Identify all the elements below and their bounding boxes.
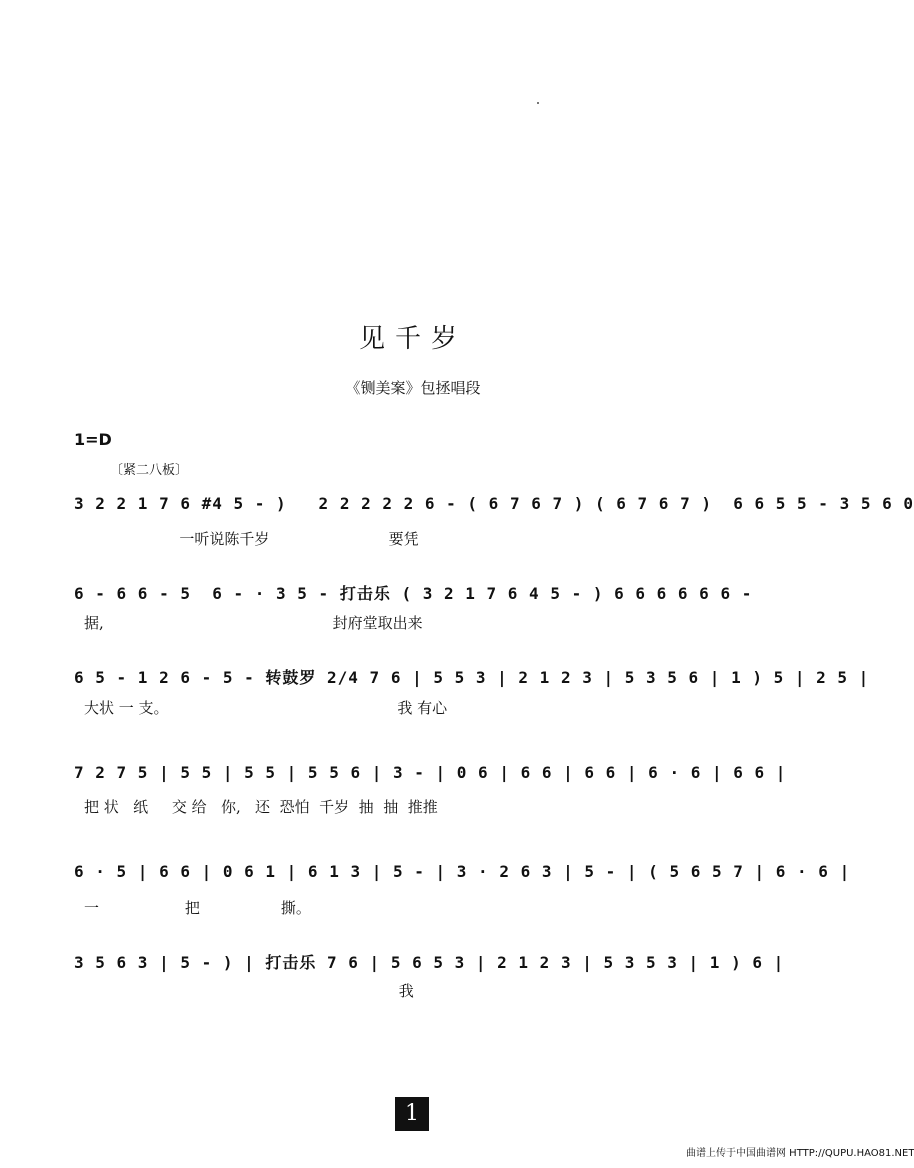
lyric-line-2: 据, 封府堂取出来 — [84, 614, 423, 632]
page-number: 1 — [395, 1097, 429, 1131]
notation-line-3: 6 5 - 1 2 6 - 5 - 转鼓罗 2/4 7 6 | 5 5 3 | 2 1 2 3 | 5 3 5 6 | 1 ) 5 | 2 5 | — [74, 668, 870, 687]
song-subtitle: 《铡美案》包拯唱段 — [345, 379, 481, 397]
speck-mark — [537, 102, 539, 104]
lyric-line-4: 把 状 纸 交 给 你, 还 恐怕 千岁 抽 抽 推推 — [84, 798, 438, 816]
notation-line-4: 7 2 7 5 | 5 5 | 5 5 | 5 5 6 | 3 - | 0 6 | 6 6 | 6 6 | 6 · 6 | 6 6 | — [74, 763, 787, 782]
notation-line-6: 3 5 6 3 | 5 - ) | 打击乐 7 6 | 5 6 5 3 | 2 1 2 3 | 5 3 5 3 | 1 ) 6 | — [74, 953, 785, 972]
key-signature: 1=D — [74, 430, 112, 449]
notation-line-5: 6 · 5 | 6 6 | 0 6 1 | 6 1 3 | 5 - | 3 · 2 6 3 | 5 - | ( 5 6 5 7 | 6 · 6 | — [74, 862, 851, 881]
lyric-line-5: 一 把 撕。 — [84, 899, 311, 917]
notation-line-1: 3 2 2 1 7 6 #4 5 - ) 2 2 2 2 2 6 - ( 6 7 6 7 ) ( 6 7 6 7 ) 6 6 5 5 - 3 5 6 0 — [74, 494, 914, 513]
notation-line-2: 6 - 6 6 - 5 6 - · 3 5 - 打击乐 ( 3 2 1 7 6 4 5 - ) 6 6 6 6 6 6 - — [74, 584, 753, 603]
lyric-line-6: 我 — [84, 982, 414, 1000]
lyric-line-3: 大状 一 支。 我 有心 — [84, 699, 448, 717]
song-title: 见千岁 — [358, 324, 467, 354]
watermark: 曲谱上传于中国曲谱网 HTTP://QUPU.HAO81.NET — [686, 1148, 914, 1159]
tempo-marking: 〔紧二八板〕 — [110, 463, 189, 478]
lyric-line-1: 一听说陈千岁 要凭 — [84, 530, 419, 548]
